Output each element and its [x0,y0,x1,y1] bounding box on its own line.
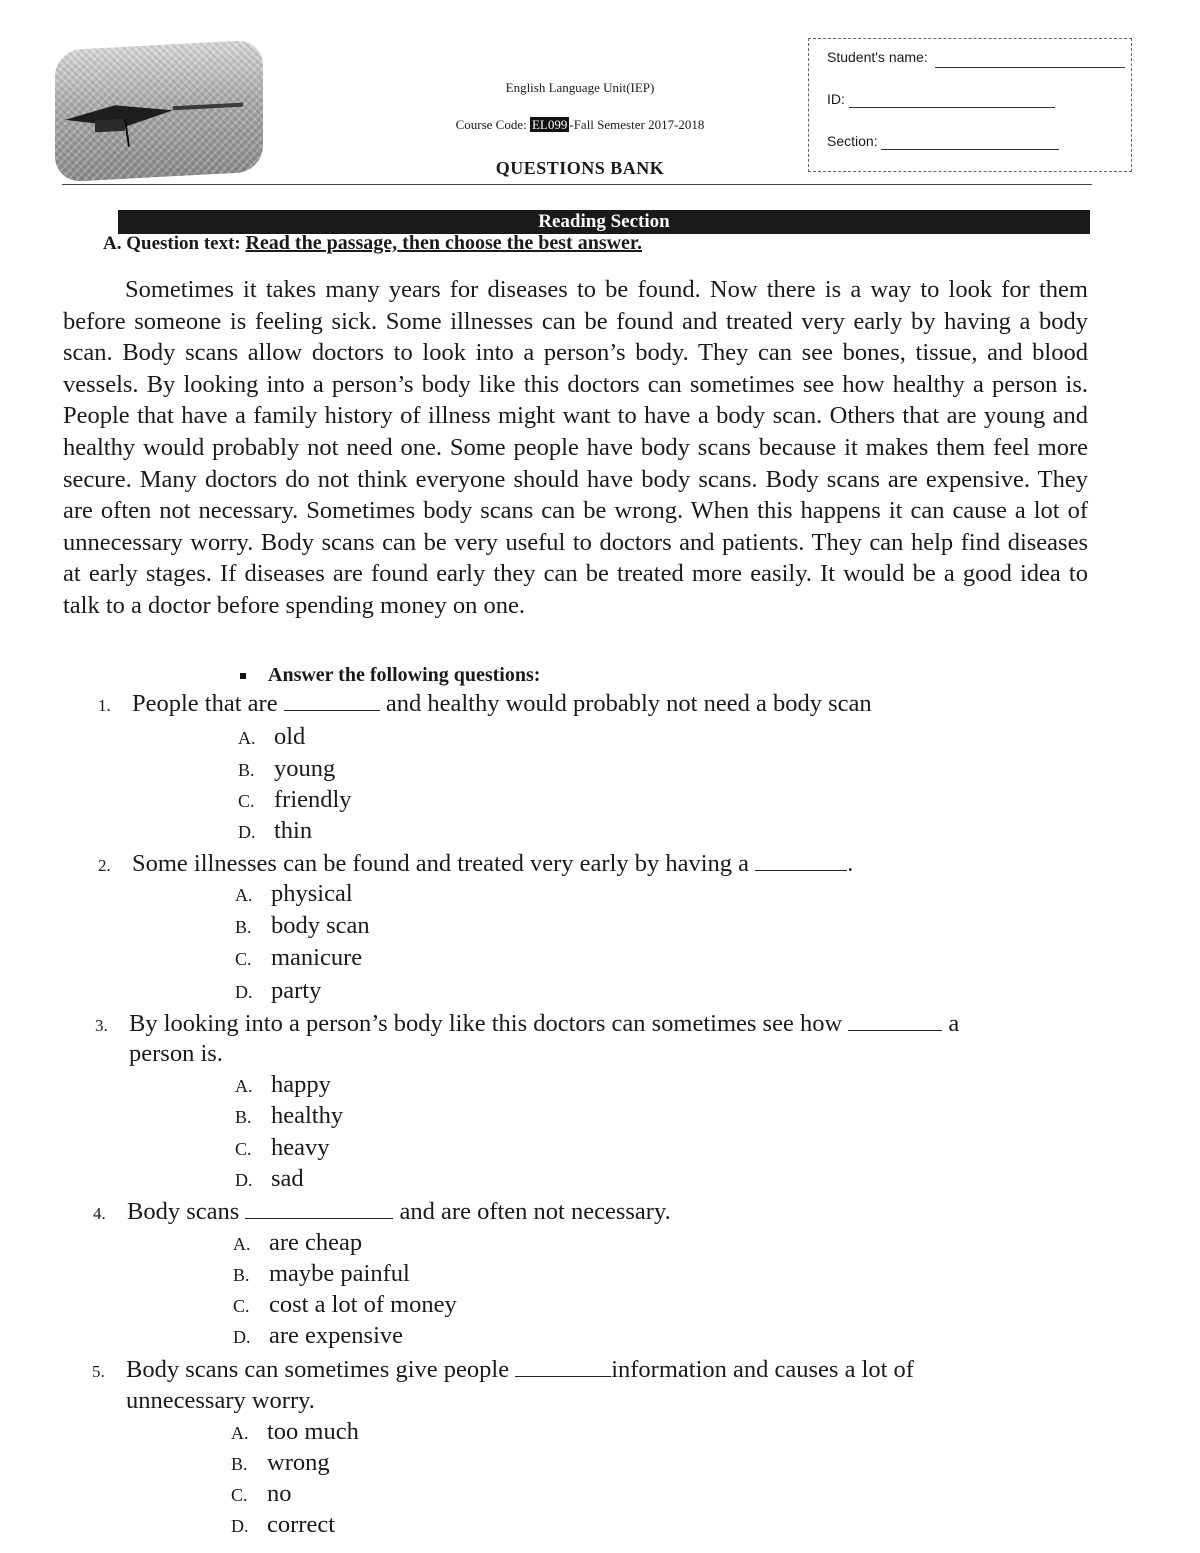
option-text: body scan [271,912,370,939]
question-4 [93,1198,671,1226]
question-5 [92,1356,914,1384]
question-1-option-a[interactable] [238,723,305,751]
option-text: sad [271,1165,304,1192]
option-text: manicure [271,944,363,971]
question-text-before: Body scans can sometimes give people [126,1356,516,1383]
option-letter: D. [238,822,256,842]
option-text: party [271,977,322,1004]
question-number: 1. [98,696,111,715]
instruction [103,232,642,255]
question-2-option-b[interactable] [235,912,370,940]
student-id-label: ID: [827,91,845,107]
question-5-option-a[interactable] [231,1418,359,1446]
instruction-prefix: A. Question text: [103,233,246,254]
question-2 [98,850,853,878]
question-text-after: a [942,1010,960,1037]
question-2-option-a[interactable] [235,880,353,908]
question-5-option-c[interactable] [231,1480,292,1508]
question-3-option-d[interactable] [235,1165,304,1193]
option-text: healthy [271,1102,344,1129]
question-number: 4. [93,1204,106,1223]
option-text: cost a lot of money [269,1291,457,1318]
option-text: old [274,723,306,750]
question-text-before: Some illnesses can be found and treated very early by having a [132,850,756,877]
question-1 [98,690,872,718]
section-field[interactable] [881,149,1059,150]
instruction-text: Read the passage, then choose the best answer. [245,232,642,254]
answer-blank[interactable] [848,1012,942,1031]
question-3-option-b[interactable] [235,1102,343,1130]
option-letter: C. [233,1296,250,1316]
course-code: EL099 [531,117,568,132]
option-letter: C. [238,791,255,811]
question-text-before: Body scans [127,1198,246,1225]
question-3 [95,1010,959,1038]
question-5-option-b[interactable] [231,1449,330,1477]
answer-blank[interactable] [284,692,380,711]
student-name-field[interactable] [935,67,1125,68]
question-4-option-c[interactable] [233,1291,457,1319]
question-4-option-a[interactable] [233,1229,362,1257]
question-text-after: information and causes a lot of [611,1356,914,1383]
option-text: wrong [267,1449,330,1476]
option-letter: D. [233,1327,251,1347]
header-divider [62,184,1092,185]
option-letter: C. [231,1485,248,1505]
reading-passage: Sometimes it takes many years for diseases to be found. Now there is a way to look for them before someone is feeling sick. Some illnesses can be found and treated very early by having a body scan. Body scans allow doctors to look into a person’s body. They can see bones, tissue, and blood vessels. By looking into a person’s body like this doctors can sometimes see how healthy a person is. People that have a family history of illness might want to have a body scan. Others that are young and healthy would probably not need one. Some people have body scans because it makes them feel more secure. Many doctors do not think everyone should have body scans. Body scans are expensive. They are often not necessary. Sometimes body scans can be wrong. When this happens it can cause a lot of unnecessary worry. Body scans can be very useful to doctors and patients. They can help find diseases at early stages. If diseases are found early they can be treated more easily. It would be a good idea to talk to a doctor before spending money on one. [63,276,1088,619]
page-title: QUESTIONS BANK [495,158,665,178]
unit-name: English Language Unit(IEP) [505,80,655,95]
question-2-option-c[interactable] [235,944,362,972]
course-prefix: Course Code: [455,117,530,132]
question-4-option-b[interactable] [233,1260,410,1288]
option-letter: C. [235,1139,252,1159]
option-letter: D. [235,982,253,1002]
option-text: young [274,755,336,782]
option-text: heavy [271,1134,330,1161]
question-5-option-d[interactable] [231,1511,335,1539]
option-letter: C. [235,949,252,969]
answer-blank[interactable] [515,1358,611,1377]
question-2-option-d[interactable] [235,977,321,1005]
student-name-label: Student's name: [827,49,928,65]
option-letter: B. [235,917,252,937]
option-text: thin [274,817,313,844]
option-letter: B. [231,1454,248,1474]
question-text-after: . [847,850,854,877]
question-1-option-b[interactable] [238,755,335,783]
section-label: Section: [827,133,878,149]
course-semester: -Fall Semester 2017-2018 [569,117,705,132]
option-letter: D. [231,1516,249,1536]
option-text: are expensive [269,1322,403,1349]
bullet-icon [240,673,246,679]
question-3-option-a[interactable] [235,1071,331,1099]
question-3-option-c[interactable] [235,1134,330,1162]
option-text: too much [267,1418,359,1445]
question-4-option-d[interactable] [233,1322,403,1350]
option-letter: B. [233,1265,250,1285]
student-info-box [808,38,1132,172]
option-letter: B. [235,1107,252,1127]
questions-subheading [240,664,540,687]
question-text-after: and are often not necessary. [393,1198,671,1225]
option-letter: A. [231,1423,249,1443]
answer-blank[interactable] [245,1200,393,1219]
university-logo [55,40,263,183]
question-1-option-d[interactable] [238,817,312,845]
question-5-continuation: unnecessary worry. [126,1387,315,1414]
question-3-continuation: person is. [129,1040,223,1067]
option-letter: A. [235,885,253,905]
option-text: physical [271,880,353,907]
question-text-before: People that are [132,690,284,717]
section-title: Reading Section [118,210,1090,234]
subheading-text: Answer the following questions: [268,664,541,686]
option-text: are cheap [269,1229,363,1256]
option-letter: B. [238,760,255,780]
option-text: maybe painful [269,1260,410,1287]
student-id-field[interactable] [849,107,1055,108]
graduation-cap-icon [55,40,263,183]
question-number: 5. [92,1362,105,1381]
option-text: happy [271,1071,331,1098]
question-1-option-c[interactable] [238,786,352,814]
answer-blank[interactable] [755,852,847,871]
question-number: 3. [95,1016,108,1035]
course-code-line [380,117,780,133]
option-letter: D. [235,1170,253,1190]
question-number: 2. [98,856,111,875]
question-text-before: By looking into a person’s body like this doctors can sometimes see how [129,1010,849,1037]
option-text: no [267,1480,292,1507]
option-text: friendly [274,786,352,813]
option-text: correct [267,1511,335,1538]
option-letter: A. [233,1234,251,1254]
option-letter: A. [238,728,256,748]
question-text-after: and healthy would probably not need a body scan [379,690,872,717]
option-letter: A. [235,1076,253,1096]
